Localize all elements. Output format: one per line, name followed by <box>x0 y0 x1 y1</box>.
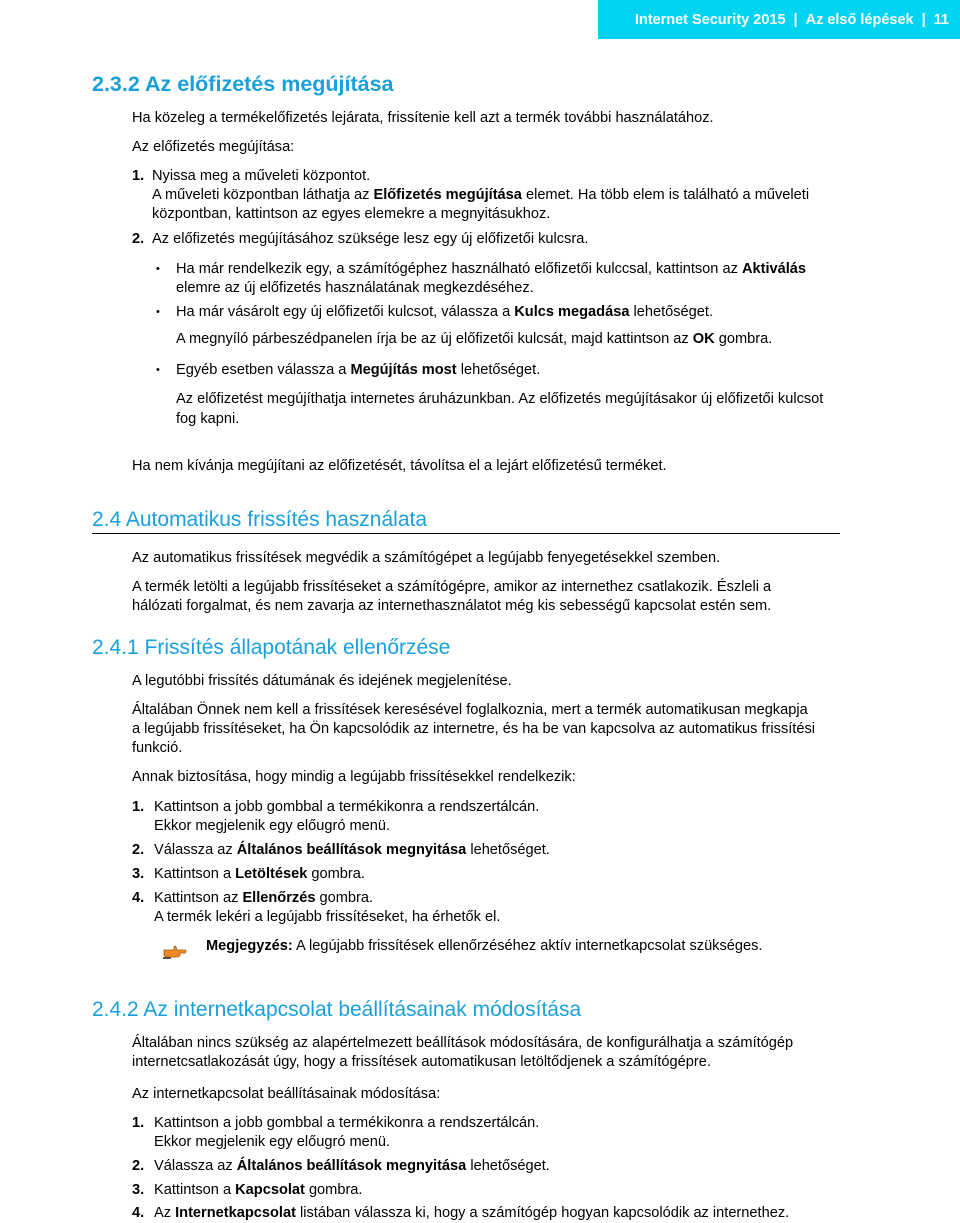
paragraph: a legújabb frissítéseket, ha Ön kapcsolódik az internetre, és ha be van kapcsolva az automatikus frissítési <box>132 721 816 737</box>
bullet-icon: • <box>156 263 160 275</box>
paragraph: A legutóbbi frissítés dátumának és idejének megjelenítése. <box>132 673 512 689</box>
step-number: 1. <box>132 168 145 184</box>
step-number: 2. <box>132 842 145 858</box>
step-text: Az Internetkapcsolat listában válassza ki, hogy a számítógép hogyan kapcsolódik az internethez. <box>154 1205 790 1221</box>
step-detail: központban, kattintson az egyes elemekre a megnyitásukhoz. <box>152 206 551 222</box>
step-text: Nyissa meg a műveleti központot. <box>152 168 371 184</box>
page-number: 11 <box>933 11 949 28</box>
step-number: 4. <box>132 1205 145 1221</box>
step-text: Válassza az Általános beállítások megnyitása lehetőséget. <box>154 1158 550 1174</box>
bullet-icon: • <box>156 306 160 318</box>
step-number: 2. <box>132 231 145 247</box>
note: Megjegyzés: A legújabb frissítések ellenőrzéséhez aktív internetkapcsolat szükséges. <box>206 938 763 954</box>
header-section: Az első lépések <box>805 11 914 28</box>
paragraph: Általában Önnek nem kell a frissítések keresésével foglalkoznia, mert a termék automatikusan megkapja <box>132 702 808 718</box>
bullet-icon: • <box>156 364 160 376</box>
heading-rule <box>92 533 840 534</box>
paragraph: A termék letölti a legújabb frissítéseket a számítógépre, amikor az internethez csatlakozik. Észleli a <box>132 579 772 595</box>
step-text: Az előfizetés megújításához szüksége lesz egy új előfizetői kulcsra. <box>152 231 589 247</box>
section-heading-2-4-2: 2.4.2 Az internetkapcsolat beállításainak módosítása <box>92 998 582 1021</box>
paragraph: Az internetkapcsolat beállításainak módosítása: <box>132 1086 441 1102</box>
paragraph: Az automatikus frissítések megvédik a számítógépet a legújabb fenyegetésekkel szemben. <box>132 550 721 566</box>
header-title: Internet Security 2015 <box>634 11 786 28</box>
step-detail: A termék lekéri a legújabb frissítéseket, ha érhetők el. <box>154 909 501 925</box>
step-text: Kattintson a Kapcsolat gombra. <box>154 1182 363 1198</box>
paragraph: Ha nem kívánja megújítani az előfizetését, távolítsa el a lejárt előfizetésű terméket. <box>132 458 667 474</box>
bullet-paragraph: fog kapni. <box>176 411 240 427</box>
paragraph: Ha közeleg a termékelőfizetés lejárata, frissítenie kell azt a termék további használatához. <box>132 110 714 126</box>
bullet-text: Ha már vásárolt egy új előfizetői kulcsot, válassza a Kulcs megadása lehetőséget. <box>176 304 714 320</box>
pointing-hand-icon <box>163 943 187 961</box>
step-text: Kattintson a jobb gombbal a termékikonra a rendszertálcán. <box>154 1115 540 1131</box>
paragraph: internetcsatlakozását úgy, hogy a frissítések automatikusan letöltődjenek a számítógépre. <box>132 1054 711 1070</box>
bullet-text: elemre az új előfizetés használatának megkezdéséhez. <box>176 280 534 296</box>
step-number: 4. <box>132 890 145 906</box>
step-number: 1. <box>132 1115 145 1131</box>
section-heading-2-4-1: 2.4.1 Frissítés állapotának ellenőrzése <box>92 636 451 659</box>
section-heading-2-3-2: 2.3.2 Az előfizetés megújítása <box>92 72 394 96</box>
step-text: Kattintson a jobb gombbal a termékikonra a rendszertálcán. <box>154 799 540 815</box>
bullet-text: Ha már rendelkezik egy, a számítógéphez használható előfizetői kulccsal, kattintson az Aktiválás <box>176 261 807 277</box>
paragraph: hálózati forgalmat, és nem zavarja az internethasználatot még kis sebességű kapcsolat estén sem. <box>132 598 772 614</box>
paragraph: Általában nincs szükség az alapértelmezett beállítások módosítására, de konfigurálhatja a számítógép <box>132 1035 794 1051</box>
step-text: Kattintson az Ellenőrzés gombra. <box>154 890 374 906</box>
bullet-text: Egyéb esetben válassza a Megújítás most lehetőséget. <box>176 362 541 378</box>
step-number: 3. <box>132 1182 145 1198</box>
step-text: Kattintson a Letöltések gombra. <box>154 866 365 882</box>
bullet-paragraph: Az előfizetést megújíthatja internetes áruházunkban. Az előfizetés megújításakor új előfizetői kulcsot <box>176 391 824 407</box>
paragraph: Annak biztosítása, hogy mindig a legújabb frissítésekkel rendelkezik: <box>132 769 576 785</box>
step-detail: A műveleti központban láthatja az Előfizetés megújítása elemet. Ha több elem is található a műveleti <box>152 187 810 203</box>
paragraph: Az előfizetés megújítása: <box>132 139 295 155</box>
step-text: Válassza az Általános beállítások megnyitása lehetőséget. <box>154 842 550 858</box>
step-number: 3. <box>132 866 145 882</box>
step-number: 2. <box>132 1158 145 1174</box>
paragraph: funkció. <box>132 740 183 756</box>
bullet-paragraph: A megnyíló párbeszédpanelen írja be az új előfizetői kulcsát, majd kattintson az OK gombra. <box>176 331 773 347</box>
step-detail: Ekkor megjelenik egy előugró menü. <box>154 818 391 834</box>
section-heading-2-4: 2.4 Automatikus frissítés használata <box>92 508 428 531</box>
step-detail: Ekkor megjelenik egy előugró menü. <box>154 1134 391 1150</box>
step-number: 1. <box>132 799 145 815</box>
running-header: Internet Security 2015 | Az első lépések | 11 <box>598 0 960 39</box>
